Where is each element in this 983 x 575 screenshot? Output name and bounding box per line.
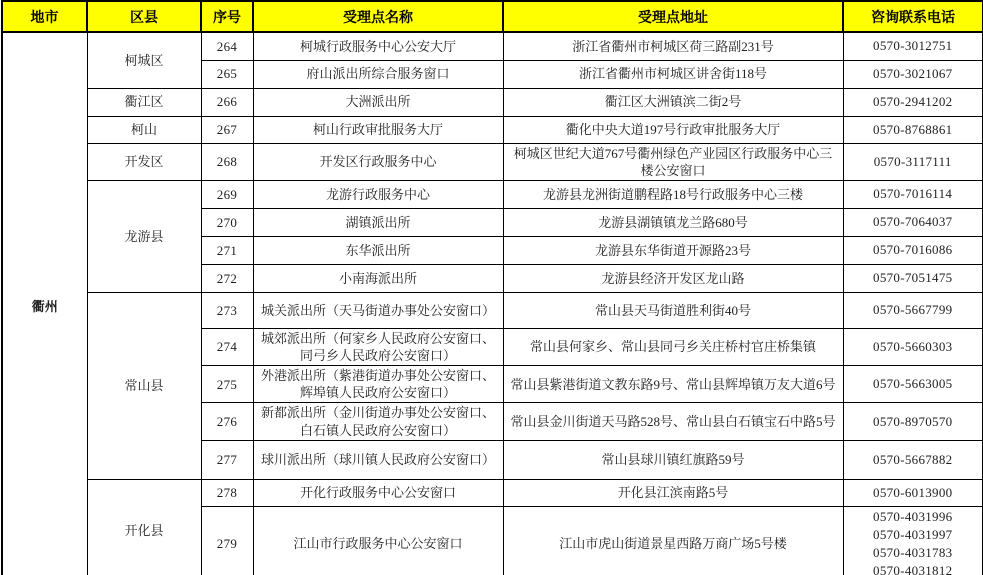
- col-header-district: 区县: [87, 1, 201, 32]
- phone-cell: [843, 32, 983, 60]
- serial-cell: 267: [201, 116, 253, 143]
- phone-cell: [843, 403, 983, 440]
- phone-cell: [843, 236, 983, 264]
- address-cell: 龙游县东华街道开源路23号: [503, 236, 843, 264]
- serial-cell: 270: [201, 208, 253, 236]
- phone-cell: [843, 88, 983, 116]
- phone-cell: [843, 208, 983, 236]
- phone-number: 0570-7016114: [873, 186, 953, 202]
- phone-number: 0570-8970570: [873, 413, 953, 429]
- serial-cell: 266: [201, 88, 253, 116]
- name-cell: 城郊派出所（何家乡人民政府公安窗口、同弓乡人民政府公安窗口）: [253, 328, 503, 365]
- serial-cell: 265: [201, 60, 253, 88]
- phone-number: 0570-7064037: [873, 214, 953, 230]
- phone-cell: [843, 292, 983, 328]
- name-cell: 开发区行政服务中心: [253, 143, 503, 180]
- phone-number: 0570-8768861: [873, 121, 953, 137]
- address-cell: 开化县江滨南路5号: [503, 479, 843, 506]
- address-cell: 常山县何家乡、常山县同弓乡关庄桥村官庄桥集镇: [503, 328, 843, 365]
- serial-cell: 268: [201, 143, 253, 180]
- phone-number: 0570-4031783: [873, 544, 953, 560]
- phone-number: 0570-3117111: [873, 153, 952, 169]
- col-header-serial: 序号: [201, 1, 253, 32]
- table-row: [2, 479, 983, 506]
- name-cell: 城关派出所（天马街道办事处公安窗口）: [253, 292, 503, 328]
- phone-cell: [843, 506, 983, 575]
- table-row: [2, 143, 983, 180]
- address-cell: 常山县球川镇红旗路59号: [503, 440, 843, 479]
- phone-number: 0570-3021067: [873, 66, 953, 81]
- district-cell: 柯山: [87, 116, 201, 143]
- table-row: [2, 88, 983, 116]
- phone-cell: [843, 328, 983, 365]
- col-header-name: 受理点名称: [253, 1, 503, 32]
- phone-number: 0570-5660303: [873, 338, 953, 354]
- phone-cell: [843, 479, 983, 506]
- table-row: [2, 292, 983, 328]
- address-cell: 常山县金川街道天马路528号、常山县白石镇宝石中路5号: [503, 403, 843, 440]
- phone-cell: [843, 180, 983, 208]
- name-cell: 大洲派出所: [253, 88, 503, 116]
- address-cell: 龙游县湖镇镇龙兰路680号: [503, 208, 843, 236]
- name-cell: 东华派出所: [253, 236, 503, 264]
- name-cell: 开化行政服务中心公安窗口: [253, 479, 503, 506]
- phone-cell: [843, 143, 983, 180]
- serial-cell: 275: [201, 366, 253, 403]
- address-cell: 龙游县龙洲街道鹏程路18号行政服务中心三楼: [503, 180, 843, 208]
- name-cell: 球川派出所（球川镇人民政府公安窗口）: [253, 440, 503, 479]
- col-header-phone: 咨询联系电话: [843, 1, 983, 32]
- phone-number: 0570-7051475: [873, 270, 953, 286]
- district-cell: 开化县: [87, 479, 201, 575]
- name-cell: 新都派出所（金川街道办事处公安窗口、白石镇人民政府公安窗口）: [253, 403, 503, 440]
- phone-number: 0570-5663005: [873, 376, 953, 392]
- address-cell: 常山县紫港街道文教东路9号、常山县辉埠镇万友大道6号: [503, 366, 843, 403]
- name-cell: 柯城行政服务中心公安大厅: [253, 32, 503, 60]
- serial-cell: 278: [201, 479, 253, 506]
- district-cell: 龙游县: [87, 180, 201, 292]
- address-cell: 柯城区世纪大道767号衢州绿色产业园区行政服务中心三楼公安窗口: [503, 143, 843, 180]
- address-cell: 江山市虎山街道景星西路万商广场5号楼: [503, 506, 843, 575]
- serial-cell: 273: [201, 292, 253, 328]
- serial-cell: 277: [201, 440, 253, 479]
- name-cell: 江山市行政服务中心公安窗口: [253, 506, 503, 575]
- phone-cell: [843, 440, 983, 479]
- district-cell: 常山县: [87, 292, 201, 479]
- phone-number: 0570-4031996: [873, 508, 953, 524]
- phone-cell: [843, 116, 983, 143]
- serial-cell: 271: [201, 236, 253, 264]
- name-cell: 外港派出所（紫港街道办事处公安窗口、辉埠镇人民政府公安窗口）: [253, 366, 503, 403]
- district-cell: 衢江区: [87, 88, 201, 116]
- serial-cell: 276: [201, 403, 253, 440]
- service-points-table: [1, 0, 983, 575]
- phone-number: 0570-5667799: [873, 302, 953, 318]
- district-cell: 柯城区: [87, 32, 201, 88]
- address-cell: 浙江省衢州市柯城区讲舍街118号: [503, 60, 843, 88]
- name-cell: 湖镇派出所: [253, 208, 503, 236]
- table-row: [2, 180, 983, 208]
- address-cell: 龙游县经济开发区龙山路: [503, 264, 843, 292]
- city-cell: 衢州: [2, 32, 87, 575]
- phone-cell: [843, 60, 983, 88]
- address-cell: 衢化中央大道197号行政审批服务大厅: [503, 116, 843, 143]
- table-row: [2, 116, 983, 143]
- phone-number: 0570-3012751: [873, 38, 953, 54]
- phone-cell: [843, 366, 983, 403]
- name-cell: 府山派出所综合服务窗口: [253, 60, 503, 88]
- serial-cell: 279: [201, 506, 253, 575]
- address-cell: 衢江区大洲镇滨二街2号: [503, 88, 843, 116]
- table-row: [2, 32, 983, 60]
- address-cell: 浙江省衢州市柯城区荷三路副231号: [503, 32, 843, 60]
- header-row: [2, 1, 983, 32]
- col-header-address: 受理点地址: [503, 1, 843, 32]
- phone-number: 0570-4031812: [873, 562, 953, 575]
- phone-number: 0570-6013900: [873, 484, 953, 500]
- phone-number: 0570-5667882: [873, 451, 953, 467]
- serial-cell: 274: [201, 328, 253, 365]
- phone-number: 0570-7016086: [873, 242, 953, 258]
- phone-number: 0570-4031997: [873, 526, 953, 542]
- col-header-city: 地市: [2, 1, 87, 32]
- phone-cell: [843, 264, 983, 292]
- phone-number: 0570-2941202: [873, 94, 953, 109]
- serial-cell: 269: [201, 180, 253, 208]
- district-cell: 开发区: [87, 143, 201, 180]
- serial-cell: 272: [201, 264, 253, 292]
- name-cell: 柯山行政审批服务大厅: [253, 116, 503, 143]
- address-cell: 常山县天马街道胜利街40号: [503, 292, 843, 328]
- serial-cell: 264: [201, 32, 253, 60]
- name-cell: 小南海派出所: [253, 264, 503, 292]
- name-cell: 龙游行政服务中心: [253, 180, 503, 208]
